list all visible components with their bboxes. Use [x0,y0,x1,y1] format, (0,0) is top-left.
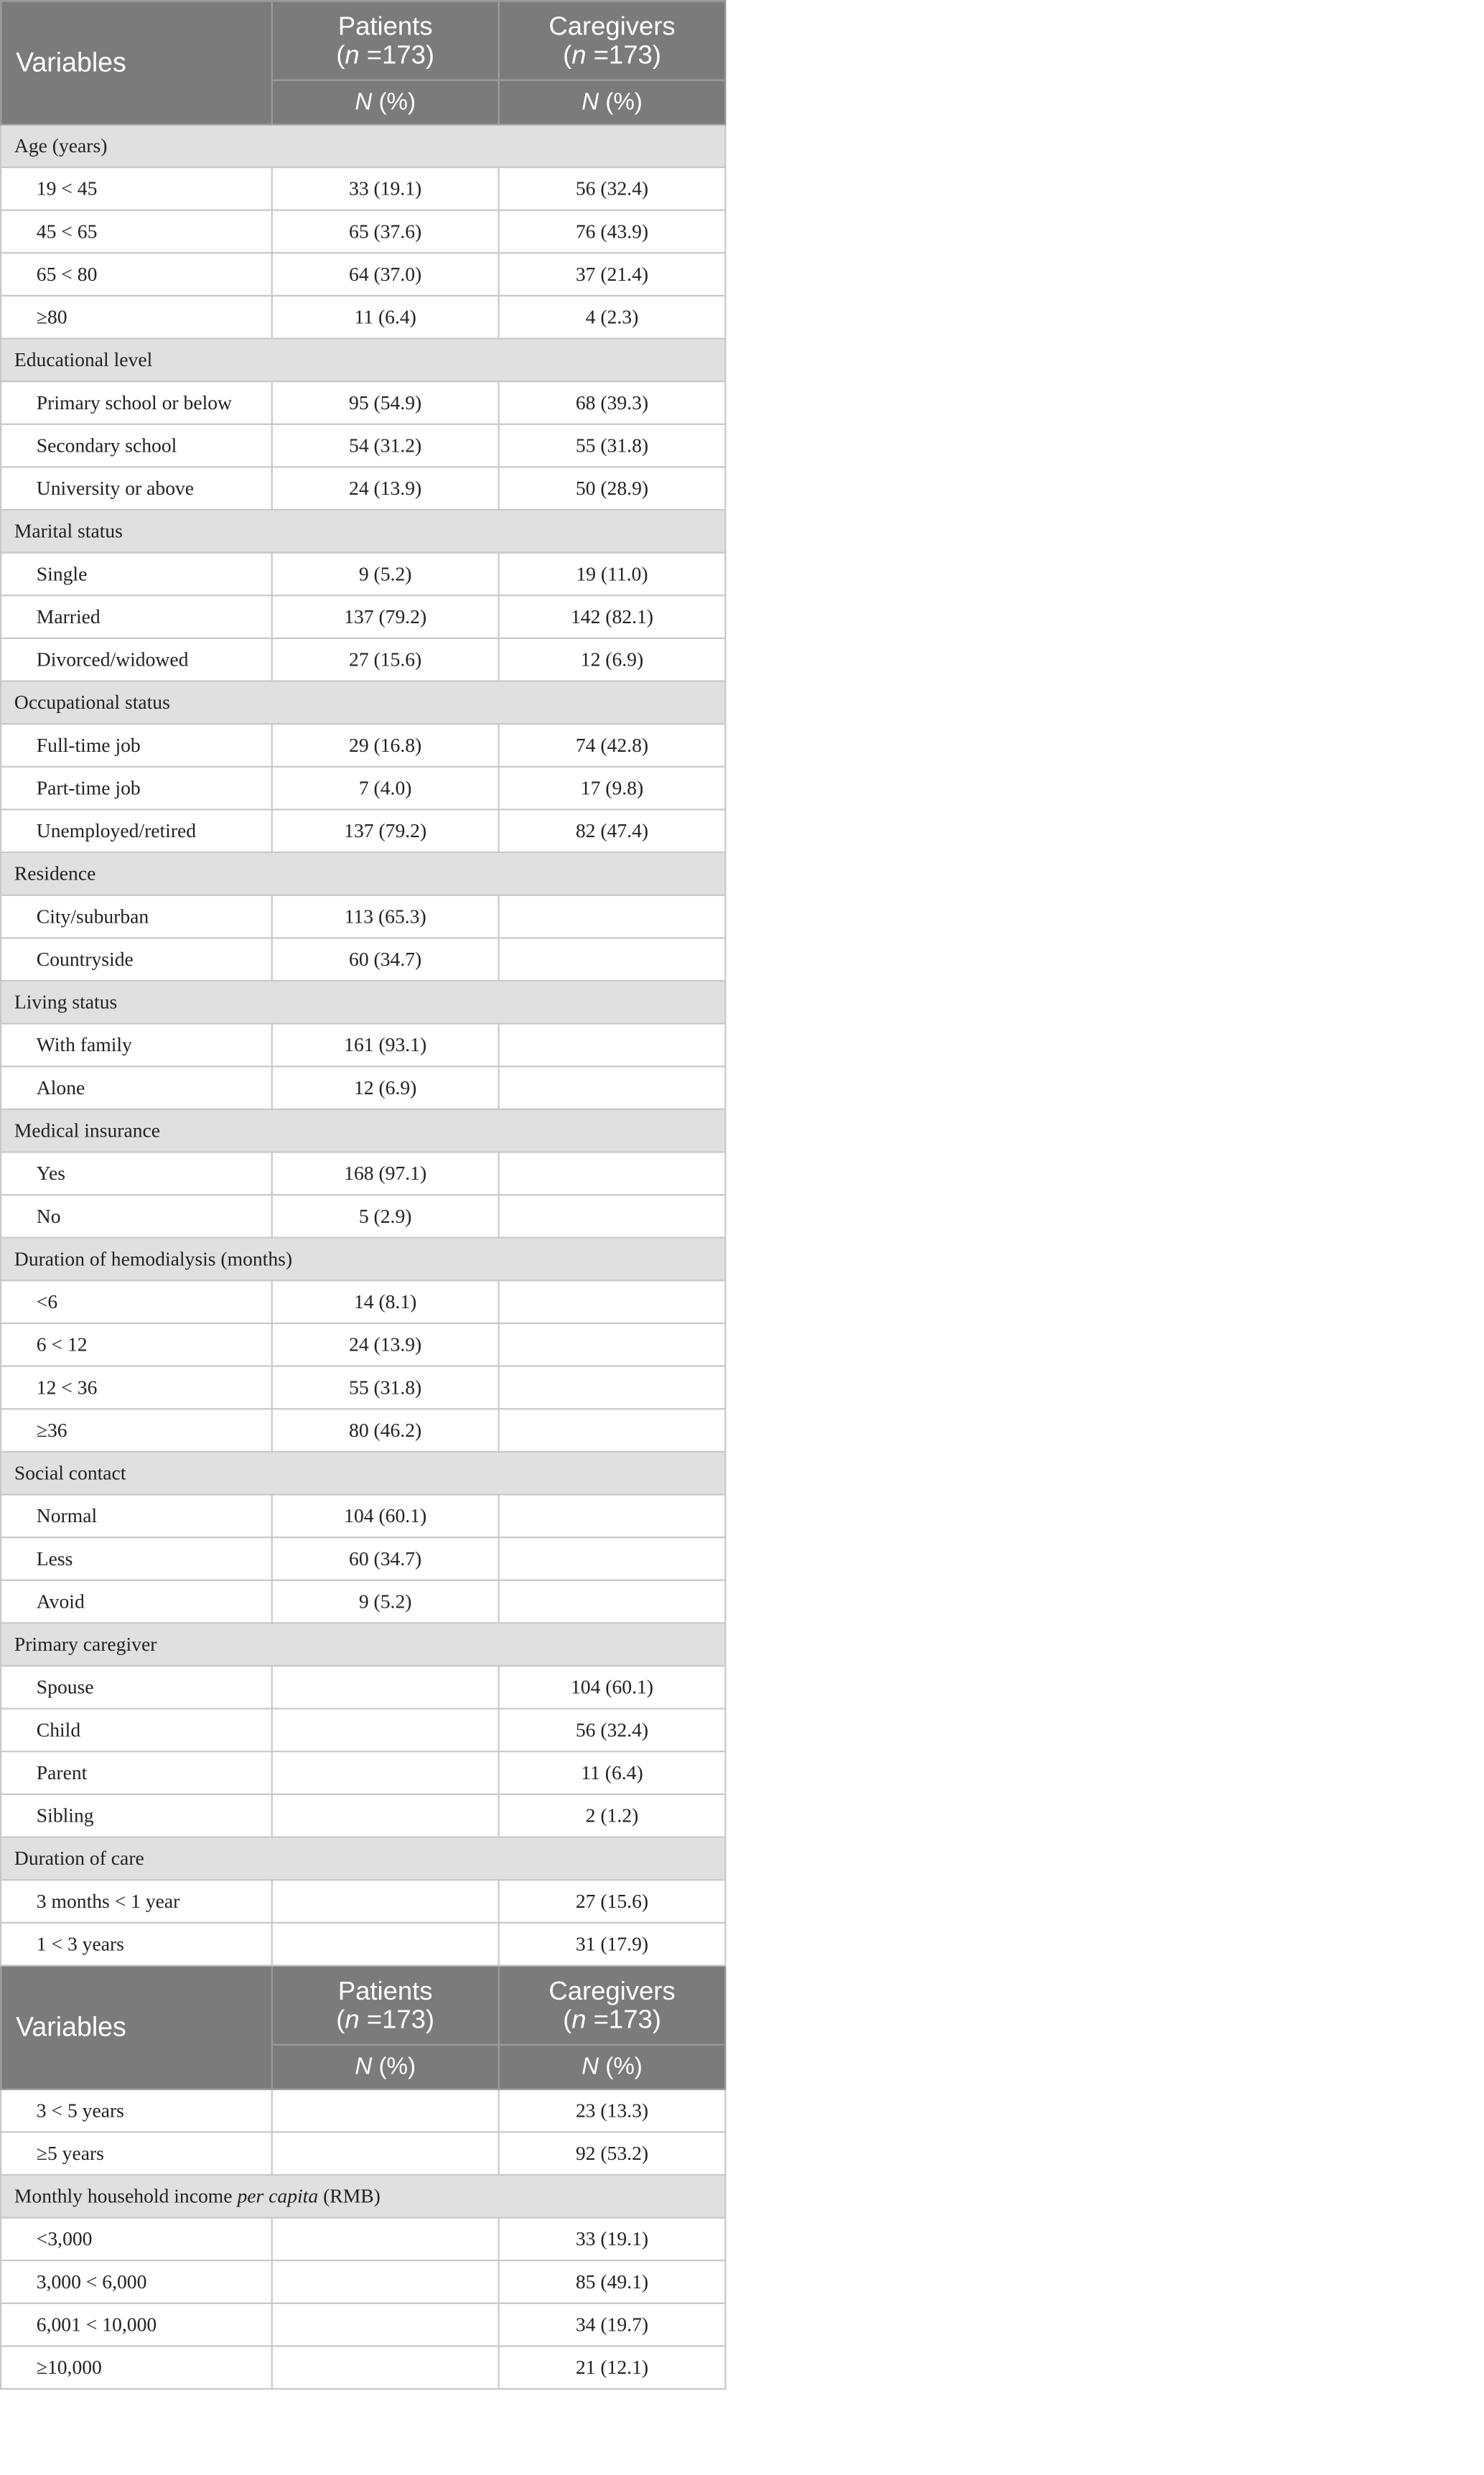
caregivers-cell: 92 (53.2) [499,2132,726,2175]
patients-cell: 60 (34.7) [272,1537,499,1580]
row-label: ≥80 [1,296,272,339]
row-label: Divorced/widowed [1,638,272,681]
section-header-row [1,2175,725,2218]
caregivers-cell: 27 (15.6) [499,1880,726,1923]
caregivers-cell [499,938,726,981]
section-title: Primary caregiver [1,1623,725,1666]
caregivers-cell [499,1366,726,1409]
patients-cell [272,2218,499,2261]
table-header [1,1,725,124]
section-header-row [1,981,725,1024]
row-label: Normal [1,1495,272,1538]
caregivers-cell: 82 (47.4) [499,809,726,852]
row-label: 65 < 80 [1,253,272,296]
caregivers-cell [499,1409,726,1452]
table-row [1,1024,725,1067]
patients-cell: 161 (93.1) [272,1024,499,1067]
section-header-row [1,339,725,382]
caregivers-cell [499,1537,726,1580]
caregivers-cell: 17 (9.8) [499,767,726,810]
caregivers-cell: 37 (21.4) [499,253,726,296]
caregivers-cell [499,1580,726,1623]
row-label: With family [1,1024,272,1067]
patients-cell: 80 (46.2) [272,1409,499,1452]
section-header-row [1,681,725,724]
section-title: Occupational status [1,681,725,724]
caregivers-cell: 23 (13.3) [499,2089,726,2133]
patients-cell: 54 (31.2) [272,424,499,467]
patients-cell: 95 (54.9) [272,381,499,424]
table-row [1,296,725,339]
row-label: 3,000 < 6,000 [1,2260,272,2303]
row-label: Single [1,553,272,596]
table-row [1,1923,725,1966]
section-title: Educational level [1,339,725,382]
row-label: Countryside [1,938,272,981]
table-row [1,1880,725,1923]
row-label: Primary school or below [1,381,272,424]
patients-cell [272,2132,499,2175]
patients-cell: 24 (13.9) [272,467,499,510]
row-label: 6 < 12 [1,1323,272,1366]
table-row [1,1152,725,1195]
patients-cell: 137 (79.2) [272,595,499,638]
patients-cell: 137 (79.2) [272,809,499,852]
caregivers-cell: 74 (42.8) [499,724,726,767]
patients-cell: 5 (2.9) [272,1195,499,1238]
table-row [1,1709,725,1752]
table-row [1,1537,725,1580]
row-label: City/suburban [1,895,272,938]
patients-cell: 9 (5.2) [272,1580,499,1623]
table-row [1,1323,725,1366]
patients-cell: 60 (34.7) [272,938,499,981]
table-wrapper [0,0,726,2390]
patients-header: Patients (n =173) [272,1,499,80]
patients-cell: 12 (6.9) [272,1066,499,1109]
patients-cell [272,1923,499,1966]
patients-cell [272,1709,499,1752]
caregivers-cell: 4 (2.3) [499,296,726,339]
table-row [1,1409,725,1452]
section-title: Living status [1,981,725,1024]
row-label: 6,001 < 10,000 [1,2303,272,2346]
caregivers-cell: 11 (6.4) [499,1751,726,1794]
caregivers-cell: 50 (28.9) [499,467,726,510]
section-header-row [1,1452,725,1495]
patients-cell: 64 (37.0) [272,253,499,296]
row-label: 19 < 45 [1,167,272,210]
section-title: Residence [1,852,725,895]
section-title: Duration of hemodialysis (months) [1,1238,725,1281]
row-label: Child [1,1709,272,1752]
patients-cell [272,2346,499,2389]
row-label: 3 < 5 years [1,2089,272,2133]
patients-cell: 24 (13.9) [272,1323,499,1366]
patients-cell: 27 (15.6) [272,638,499,681]
table-row [1,595,725,638]
table-row [1,1195,725,1238]
caregivers-cell [499,1495,726,1538]
variables-header: Variables [1,1,272,124]
patients-cell: 33 (19.1) [272,167,499,210]
patients-cell [272,1880,499,1923]
row-label: <6 [1,1280,272,1323]
row-label: 12 < 36 [1,1366,272,1409]
table-row [1,1280,725,1323]
patients-np-header: N (%) [272,80,499,125]
table-row [1,2089,725,2133]
caregivers-cell: 31 (17.9) [499,1923,726,1966]
table-row [1,467,725,510]
table-row [1,1751,725,1794]
row-label: 45 < 65 [1,210,272,253]
caregivers-cell: 85 (49.1) [499,2260,726,2303]
table-row [1,809,725,852]
section-title: Age (years) [1,124,725,167]
caregivers-np-header: N (%) [499,2045,726,2089]
row-label: Avoid [1,1580,272,1623]
table-row [1,424,725,467]
row-label: ≥10,000 [1,2346,272,2389]
patients-cell: 65 (37.6) [272,210,499,253]
table-row [1,1066,725,1109]
table-row [1,1794,725,1837]
table-row [1,2218,725,2261]
caregivers-cell [499,1066,726,1109]
section-title: Monthly household income per capita (RMB) [1,2175,725,2218]
section-title: Medical insurance [1,1109,725,1152]
caregivers-cell: 12 (6.9) [499,638,726,681]
row-label: 1 < 3 years [1,1923,272,1966]
caregivers-np-header: N (%) [499,80,726,125]
table-row [1,2260,725,2303]
caregivers-cell: 34 (19.7) [499,2303,726,2346]
patients-cell: 7 (4.0) [272,767,499,810]
patients-cell: 55 (31.8) [272,1366,499,1409]
patients-cell: 11 (6.4) [272,296,499,339]
table-row [1,1580,725,1623]
patients-cell [272,2260,499,2303]
caregivers-cell: 104 (60.1) [499,1666,726,1709]
table-row [1,381,725,424]
caregivers-cell: 142 (82.1) [499,595,726,638]
section-header-row [1,852,725,895]
table-row [1,553,725,596]
caregivers-header: Caregivers (n =173) [499,1,726,80]
repeated-table-header [1,1965,725,2089]
caregivers-cell [499,1280,726,1323]
caregivers-cell: 55 (31.8) [499,424,726,467]
patients-cell [272,1794,499,1837]
table-row [1,2303,725,2346]
caregivers-cell: 56 (32.4) [499,1709,726,1752]
patients-cell: 29 (16.8) [272,724,499,767]
patients-cell [272,2303,499,2346]
patients-cell [272,1666,499,1709]
section-title: Duration of care [1,1837,725,1880]
row-label: ≥5 years [1,2132,272,2175]
row-label: Sibling [1,1794,272,1837]
row-label: Less [1,1537,272,1580]
caregivers-cell [499,1195,726,1238]
section-header-row [1,1623,725,1666]
row-label: Secondary school [1,424,272,467]
table-body-continued [1,2089,725,2389]
caregivers-cell: 56 (32.4) [499,167,726,210]
variables-header: Variables [1,1965,272,2089]
row-label: Married [1,595,272,638]
row-label: University or above [1,467,272,510]
row-label: No [1,1195,272,1238]
patients-cell [272,1751,499,1794]
row-label: Parent [1,1751,272,1794]
caregivers-cell: 33 (19.1) [499,2218,726,2261]
section-header-row [1,1238,725,1281]
caregivers-cell [499,1323,726,1366]
row-label: Spouse [1,1666,272,1709]
caregivers-header: Caregivers (n =173) [499,1965,726,2044]
caregivers-cell [499,895,726,938]
section-header-row [1,510,725,553]
patients-cell: 14 (8.1) [272,1280,499,1323]
table-row [1,767,725,810]
table-row [1,1366,725,1409]
section-title: Social contact [1,1452,725,1495]
section-title: Marital status [1,510,725,553]
row-label: Full-time job [1,724,272,767]
caregivers-cell [499,1024,726,1067]
table-row [1,1495,725,1538]
table-row [1,895,725,938]
table-row [1,724,725,767]
table-row [1,210,725,253]
row-label: Yes [1,1152,272,1195]
patients-cell: 104 (60.1) [272,1495,499,1538]
table-row [1,2132,725,2175]
patients-np-header: N (%) [272,2045,499,2089]
caregivers-cell: 68 (39.3) [499,381,726,424]
row-label: <3,000 [1,2218,272,2261]
table-row [1,1666,725,1709]
row-label: ≥36 [1,1409,272,1452]
table-row [1,253,725,296]
patients-header: Patients (n =173) [272,1965,499,2044]
table-body [1,124,725,1965]
caregivers-cell: 19 (11.0) [499,553,726,596]
patients-cell: 113 (65.3) [272,895,499,938]
patients-cell [272,2089,499,2133]
row-label: Unemployed/retired [1,809,272,852]
patients-cell: 9 (5.2) [272,553,499,596]
row-label: 3 months < 1 year [1,1880,272,1923]
row-label: Part-time job [1,767,272,810]
section-header-row [1,124,725,167]
section-header-row [1,1837,725,1880]
demographics-table [0,0,726,2390]
caregivers-cell: 2 (1.2) [499,1794,726,1837]
caregivers-cell: 21 (12.1) [499,2346,726,2389]
caregivers-cell [499,1152,726,1195]
table-row [1,638,725,681]
row-label: Alone [1,1066,272,1109]
table-row [1,167,725,210]
section-header-row [1,1109,725,1152]
table-row [1,938,725,981]
patients-cell: 168 (97.1) [272,1152,499,1195]
caregivers-cell: 76 (43.9) [499,210,726,253]
table-row [1,2346,725,2389]
